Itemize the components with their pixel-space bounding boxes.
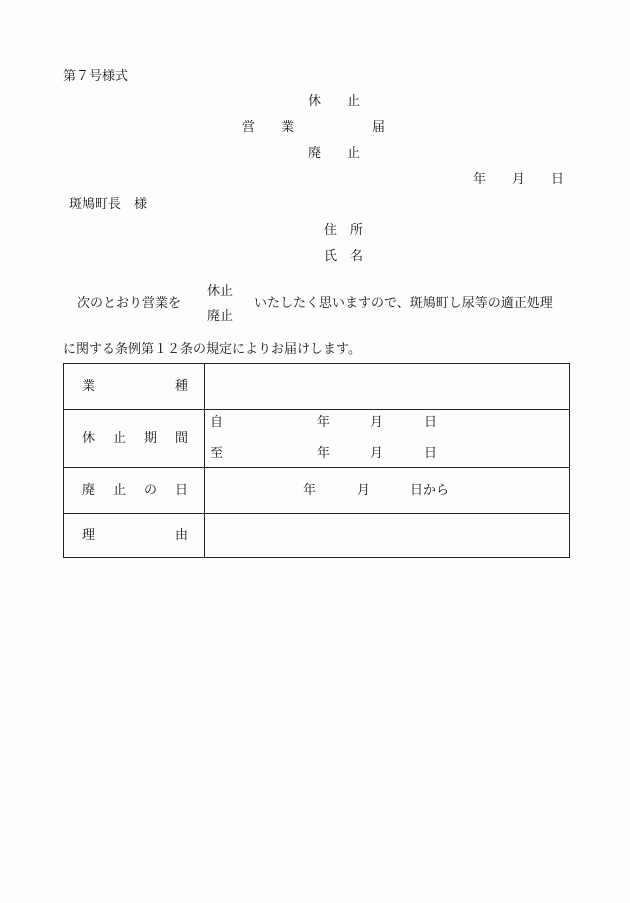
table-row-suspension-period: [64, 410, 569, 468]
abolition-year: 年: [303, 482, 317, 498]
table-row-business-type: [64, 364, 569, 410]
period-from-day: 日: [424, 415, 438, 430]
label-char: 廃: [82, 482, 96, 498]
body-prefix: 次のとおり営業を: [77, 296, 182, 311]
title-notice: 届: [372, 120, 386, 135]
reason-label: [82, 514, 188, 557]
period-from-month: 月: [370, 415, 384, 430]
abolition-date-label: [82, 468, 188, 513]
label-char: 休: [82, 430, 96, 446]
abolition-day-suffix: 日から: [410, 482, 450, 498]
business-type-label: [82, 364, 188, 409]
applicant-address-label: 住 所: [324, 223, 364, 238]
label-char: 期: [143, 430, 157, 446]
addressee: 斑鳩町長 様: [69, 197, 148, 212]
table-row-reason: [64, 514, 569, 557]
period-to-day: 日: [424, 446, 438, 461]
applicant-name-label: 氏 名: [324, 249, 364, 264]
title-suspend-option: 休 止: [308, 94, 361, 109]
label-char: 種: [174, 378, 188, 394]
suspension-period-label: [82, 410, 188, 467]
period-to-year: 年: [317, 446, 331, 461]
submission-date-line: 年 月 日: [473, 172, 565, 187]
period-to-marker: 至: [210, 446, 224, 461]
label-char: 止: [112, 482, 126, 498]
body-option-abolish: 廃止: [207, 309, 234, 324]
abolition-month: 月: [357, 482, 371, 498]
table-row-abolition-date: [64, 468, 569, 514]
label-char: 日: [174, 482, 188, 498]
period-from-year: 年: [317, 415, 331, 430]
notification-table: [63, 363, 570, 558]
title-business: 営 業: [242, 120, 295, 135]
title-abolish-option: 廃 止: [308, 146, 361, 161]
body-suffix: いたしたく思いますので、斑鳩町し尿等の適正処理: [254, 296, 553, 311]
period-from-marker: 自: [210, 415, 224, 430]
body-line-2: に関する条例第１２条の規定によりお届けします。: [63, 342, 361, 357]
label-char: 由: [174, 527, 188, 543]
label-char: 理: [82, 527, 96, 543]
label-char: 止: [112, 430, 126, 446]
body-option-suspend: 休止: [207, 284, 234, 299]
period-to-month: 月: [370, 446, 384, 461]
form-number: 第７号様式: [63, 69, 129, 84]
label-char: 業: [82, 378, 96, 394]
label-char: の: [143, 482, 157, 498]
label-char: 間: [174, 430, 188, 446]
